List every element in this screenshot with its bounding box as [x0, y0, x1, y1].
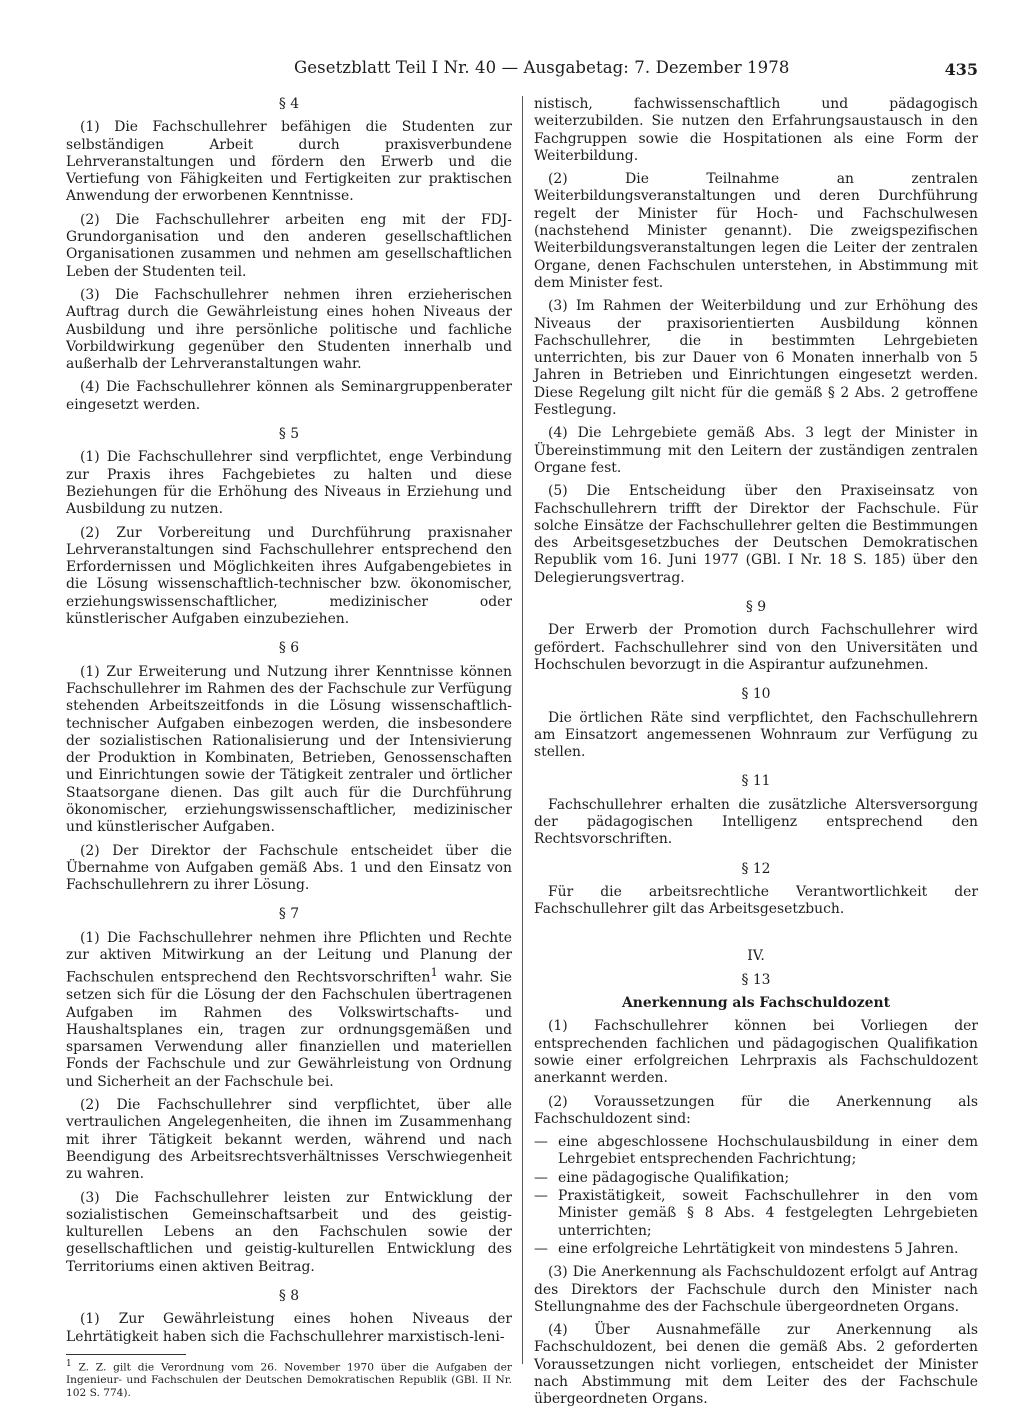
section-5-title: § 5	[278, 426, 300, 443]
section-8-title: § 8	[278, 1288, 300, 1305]
section-9-title: § 9	[745, 599, 767, 616]
section-7-paragraph-2: (2) Die Fachschullehrer sind verpflichtet, über alle vertraulichen Angelegenheiten, die ihnen im Zusammenhang mit ihrer Tätigkeit bekannt werden, während und nach Beendigung des Arbeitsrechtsverhältnisses Verschwiegenheit zu wahren.	[66, 1097, 512, 1183]
section-12-paragraph: Für die arbeitsrechtliche Verantwortlichkeit der Fachschullehrer gilt das Arbeitsgesetzbuch.	[534, 883, 978, 918]
right-column	[534, 96, 978, 1415]
section-7-paragraph-1-text-a: (1) Die Fachschullehrer nehmen ihre Pflichten und Rechte zur aktiven Mitwirkung an der Leitung und Planung der Fachschulen entsprechend den Rechtsvorschriften	[66, 929, 512, 986]
requirement-item: — eine abgeschlossene Hochschulausbildung in einer dem Lehrgebiet entsprechenden Fachrichtung;	[534, 1134, 978, 1169]
page-header	[66, 58, 980, 84]
section-11-paragraph: Fachschullehrer erhalten die zusätzliche Altersversorgung der pädagogischen Intelligenz entsprechend den Rechtsvorschriften.	[534, 796, 978, 848]
section-13-heading: Anerkennung als Fachschuldozent	[621, 995, 890, 1012]
section-6-title: § 6	[278, 640, 300, 657]
section-6-paragraph-1: (1) Zur Erweiterung und Nutzung ihrer Kenntnisse können Fachschullehrer im Rahmen des der Fachschule zur Verfügung stehenden Arbeitszeitfonds in die Lösung wissenschaftlich-technischer Aufgaben einbezogen werden, die insbesondere der sozialistischen Rationalisierung und der Intensivierung der Produktion in Kombinaten, Betrieben, Genossenschaften und Einrichtungen sowie der Tätigkeit zentraler und örtlicher Staatsorgane dienen. Das gilt auch für die Durchführung ökonomischer, erziehungswissenschaftlicher, medizinischer und künstlerischer Aufgaben.	[66, 663, 512, 836]
section-13-title: § 13	[741, 971, 771, 988]
section-4-title: § 4	[278, 96, 300, 112]
page-number: 435	[944, 60, 978, 79]
section-7-paragraph-3: (3) Die Fachschullehrer leisten zur Entwicklung der sozialistischen Gemeinschaftsarbeit und des geistig-kulturellen Lebens an den Fachschulen sowie der gesellschaftlichen und geistig-kulturellen Entwicklung des Territoriums einen aktiven Beitrag.	[66, 1189, 512, 1275]
requirements-list	[534, 1134, 978, 1258]
footnote-marker: 1	[66, 1358, 72, 1369]
section-13-paragraph-3: (3) Die Anerkennung als Fachschuldozent erfolgt auf Antrag des Direktors der Fachschule durch den Minister nach Stellungnahme des der Fachschule übergeordneten Organs.	[534, 1264, 978, 1315]
requirement-item: — eine erfolgreiche Lehrtätigkeit von mindestens 5 Jahren.	[534, 1241, 978, 1258]
section-6-paragraph-2: (2) Der Direktor der Fachschule entscheidet über die Übernahme von Aufgaben gemäß Abs. 1 und den Einsatz von Fachschullehrern zu ihrer Lösung.	[66, 842, 512, 894]
requirement-item: — eine pädagogische Qualifikation;	[534, 1170, 978, 1187]
section-13-paragraph-4: (4) Über Ausnahmefälle zur Anerkennung als Fachschuldozent, bei denen die gemäß Abs. 2 geforderten Voraussetzungen nicht vorliegen, entscheidet der Minister nach Abstimmung mit dem Leiter des der Fachschule übergeordneten Organs.	[534, 1322, 978, 1408]
section-5-paragraph-2: (2) Zur Vorbereitung und Durchführung praxisnaher Lehrveranstaltungen sind Fachschullehrer entsprechend den Erfordernissen und Möglichkeiten ihres Aufgabengebietes in die Lösung wissenschaftlich-technischer bzw. ökonomischer, erziehungswissenschaftlicher, medizinischer oder künstlerischer Aufgaben einzubeziehen.	[66, 524, 512, 628]
section-8-paragraph-5: (5) Die Entscheidung über den Praxiseinsatz von Fachschullehrern trifft der Direktor der Fachschule. Für solche Einsätze der Fachschullehrer gelten die Bestimmungen des Arbeitsgesetzbuches der Deutschen Demokratischen Republik vom 16. Juni 1977 (GBl. I Nr. 18 S. 185) über den Delegierungsvertrag.	[534, 483, 978, 586]
section-12-title: § 12	[741, 860, 771, 877]
section-8-paragraph-1-start: (1) Zur Gewährleistung eines hohen Niveaus der Lehrtätigkeit haben sich die Fachschullehrer marxistisch-leni-	[66, 1311, 512, 1345]
column-divider	[522, 96, 523, 1364]
section-5-paragraph-1: (1) Die Fachschullehrer sind verpflichtet, enge Verbindung zur Praxis ihres Fachgebietes zu halten und diese Beziehungen für die Erhöhung des Niveaus in Erziehung und Ausbildung zu nutzen.	[66, 449, 512, 518]
section-7-title: § 7	[278, 906, 300, 923]
requirement-item: — Praxistätigkeit, soweit Fachschullehrer in den vom Minister gemäß § 8 Abs. 4 festgelegten Lehrgebieten unterrichten;	[534, 1188, 978, 1240]
footnote-reference: 1	[430, 965, 438, 980]
left-column	[66, 96, 512, 1400]
section-7-paragraph-1-text-b: wahr. Sie setzen sich für die Lösung der den Fachschulen übertragenen Aufgaben im Rahmen des Volkswirtschafts- und Haushaltsplanes ein, tragen zur ordnungsgemäßen und sparsamen Verwendung aller finanziellen und materiellen Fonds der Fachschule und zur Gewährleistung von Ordnung und Sicherheit an der Fachschule bei.	[66, 969, 513, 1090]
section-9-paragraph: Der Erwerb der Promotion durch Fachschullehrer wird gefördert. Fachschullehrer sind von den Universitäten und Hochschulen bevorzugt in die Aspirantur aufzunehmen.	[534, 622, 978, 673]
section-10-paragraph: Die örtlichen Räte sind verpflichtet, den Fachschullehrern am Einsatzort angemessenen Wohnraum zur Verfügung zu stellen.	[534, 709, 978, 761]
footnote	[66, 1358, 512, 1401]
footnote-divider	[66, 1354, 186, 1355]
section-10-title: § 10	[741, 686, 771, 703]
section-8-paragraph-2: (2) Die Teilnahme an zentralen Weiterbildungsveranstaltungen und deren Durchführung regelt der Minister für Hoch- und Fachschulwesen (nachstehend Minister genannt). Die zweigspezifischen Weiterbildungsveranstaltungen legen die Leiter der zentralen Organe, denen Fachschulen unterstehen, in Abstimmung mit dem Minister fest.	[534, 171, 978, 291]
footnote-text: Z. Z. gilt die Verordnung vom 26. November 1970 über die Aufgaben der Ingenieur- und Fachschulen der Deutschen Demokratischen Republik (GBl. II Nr. 102 S. 774).	[66, 1361, 512, 1400]
section-8-paragraph-3: (3) Im Rahmen der Weiterbildung und zur Erhöhung des Niveaus der praxisorientierten Ausbildung können Fachschullehrer, die in bestimmten Lehrgebieten unterrichten, bis zur Dauer von 6 Monaten innerhalb von 5 Jahren in Betrieben und Einrichtungen eingesetzt werden. Diese Regelung gilt nicht für die gemäß § 2 Abs. 2 getroffene Festlegung.	[534, 298, 978, 419]
section-4-paragraph-1: (1) Die Fachschullehrer befähigen die Studenten zur selbständigen Arbeit durch praxisverbundene Lehrveranstaltungen und fördern den Erwerb und die Vertiefung von Fähigkeiten und Fertigkeiten zur praktischen Anwendung der erworbenen Kenntnisse.	[66, 119, 512, 205]
section-11-title: § 11	[741, 773, 771, 790]
section-7-paragraph-1	[66, 930, 512, 1091]
gazette-header-title: Gesetzblatt Teil I Nr. 40 — Ausgabetag: 7. Dezember 1978	[294, 58, 790, 77]
section-13-paragraph-1: (1) Fachschullehrer können bei Vorliegen der entsprechenden fachlichen und pädagogischen Qualifikation sowie einer erfolgreichen Lehrpraxis als Fachschuldozent anerkannt werden.	[534, 1018, 978, 1087]
part-iv-title: IV.	[747, 948, 765, 965]
section-4-paragraph-4: (4) Die Fachschullehrer können als Seminargruppenberater eingesetzt werden.	[66, 379, 512, 413]
section-8-paragraph-1-continued: nistisch, fachwissenschaftlich und pädagogisch weiterzubilden. Sie nutzen den Erfahrungsaustausch in den Fachgruppen sowie die Hospitationen als eine Form der Weiterbildung.	[534, 96, 978, 164]
section-4-paragraph-3: (3) Die Fachschullehrer nehmen ihren erzieherischen Auftrag durch die Gewährleistung eines hohen Niveaus der Ausbildung und ihre persönliche politische und fachliche Vorbildwirkung gegenüber den Studenten innerhalb und außerhalb der Lehrveranstaltungen wahr.	[66, 286, 512, 373]
section-13-paragraph-2: (2) Voraussetzungen für die Anerkennung als Fachschuldozent sind:	[534, 1093, 978, 1127]
section-8-paragraph-4: (4) Die Lehrgebiete gemäß Abs. 3 legt der Minister in Übereinstimmung mit den Leitern der zuständigen zentralen Organe fest.	[534, 425, 978, 476]
section-4-paragraph-2: (2) Die Fachschullehrer arbeiten eng mit der FDJ-Grundorganisation und den anderen gesellschaftlichen Organisationen zusammen und nehmen am gesellschaftlichen Leben der Studenten teil.	[66, 211, 512, 280]
